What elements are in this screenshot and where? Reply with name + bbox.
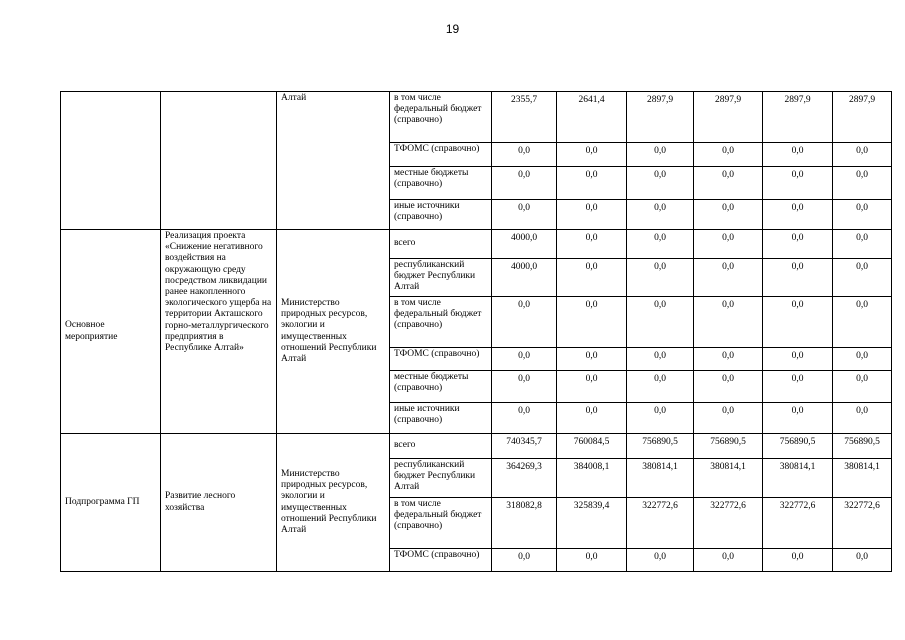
value-cell: 0,0 [627,143,694,167]
value-cell: 0,0 [492,297,557,348]
status-cell [61,92,161,230]
value-cell: 740345,7 [492,434,557,459]
value-cell: 0,0 [627,259,694,297]
value-cell: 0,0 [763,167,833,200]
value-cell: 0,0 [557,371,627,403]
value-cell: 0,0 [492,200,557,230]
value-cell: 322772,6 [833,498,892,549]
value-cell: 0,0 [557,143,627,167]
value-cell: 0,0 [492,371,557,403]
value-cell: 0,0 [557,200,627,230]
value-cell: 0,0 [627,549,694,572]
value-cell: 0,0 [763,259,833,297]
value-cell: 0,0 [763,403,833,434]
value-cell: 380814,1 [627,459,694,498]
value-cell: 0,0 [694,297,763,348]
status-cell: Подпрограмма ГП [61,434,161,572]
value-cell: 0,0 [557,230,627,259]
value-cell: 0,0 [627,371,694,403]
name-cell [161,92,277,230]
value-cell: 0,0 [833,230,892,259]
value-cell: 0,0 [833,167,892,200]
funding-source-cell: местные бюджеты (справочно) [390,167,492,200]
value-cell: 0,0 [694,230,763,259]
funding-source-cell: республиканский бюджет Республики Алтай [390,259,492,297]
value-cell: 2641,4 [557,92,627,143]
executor-cell: Алтай [277,92,390,230]
table-row [61,434,892,459]
value-cell: 0,0 [627,167,694,200]
funding-source-cell: в том числе федеральный бюджет (справочно) [390,297,492,348]
value-cell: 0,0 [694,549,763,572]
value-cell: 0,0 [694,167,763,200]
name-cell: Реализация проекта «Снижение негативного воздействия на окружающую среду посредством ликвидации ранее накопленного экологического ущерба на территории Акташского горно-металлургического предприятия в Республике Алтай» [161,230,277,434]
table-row [61,92,892,143]
value-cell: 322772,6 [627,498,694,549]
value-cell: 0,0 [557,403,627,434]
value-cell: 0,0 [694,200,763,230]
value-cell: 0,0 [557,297,627,348]
value-cell: 0,0 [833,297,892,348]
value-cell: 380814,1 [694,459,763,498]
value-cell: 2897,9 [627,92,694,143]
value-cell: 0,0 [833,200,892,230]
funding-source-cell: ТФОМС (справочно) [390,348,492,371]
value-cell: 322772,6 [763,498,833,549]
value-cell: 380814,1 [833,459,892,498]
value-cell: 0,0 [694,143,763,167]
value-cell: 756890,5 [763,434,833,459]
funding-source-cell: ТФОМС (справочно) [390,549,492,572]
value-cell: 0,0 [557,167,627,200]
value-cell: 0,0 [833,259,892,297]
value-cell: 0,0 [557,348,627,371]
value-cell: 364269,3 [492,459,557,498]
table-row [61,230,892,259]
value-cell: 4000,0 [492,230,557,259]
value-cell: 760084,5 [557,434,627,459]
value-cell: 0,0 [694,371,763,403]
value-cell: 0,0 [763,348,833,371]
value-cell: 0,0 [694,403,763,434]
value-cell: 325839,4 [557,498,627,549]
status-cell: Основное мероприятие [61,230,161,434]
value-cell: 4000,0 [492,259,557,297]
executor-cell: Министерство природных ресурсов, экологии и имущественных отношений Республики Алтай [277,230,390,434]
funding-source-cell: ТФОМС (справочно) [390,143,492,167]
value-cell: 380814,1 [763,459,833,498]
funding-source-cell: в том числе федеральный бюджет (справочно) [390,498,492,549]
value-cell: 0,0 [763,371,833,403]
value-cell: 0,0 [492,348,557,371]
value-cell: 0,0 [763,549,833,572]
value-cell: 0,0 [694,259,763,297]
executor-cell: Министерство природных ресурсов, экологии и имущественных отношений Республики Алтай [277,434,390,572]
page-number: 19 [445,22,460,36]
name-cell: Развитие лесного хозяйства [161,434,277,572]
value-cell: 0,0 [492,143,557,167]
funding-source-cell: республиканский бюджет Республики Алтай [390,459,492,498]
funding-source-cell: иные источники (справочно) [390,403,492,434]
value-cell: 2355,7 [492,92,557,143]
funding-source-cell: местные бюджеты (справочно) [390,371,492,403]
budget-table [60,91,892,572]
value-cell: 0,0 [833,371,892,403]
value-cell: 384008,1 [557,459,627,498]
value-cell: 2897,9 [763,92,833,143]
value-cell: 0,0 [557,259,627,297]
funding-source-cell: иные источники (справочно) [390,200,492,230]
value-cell: 0,0 [627,230,694,259]
value-cell: 0,0 [627,200,694,230]
value-cell: 0,0 [627,348,694,371]
value-cell: 0,0 [763,143,833,167]
value-cell: 0,0 [627,403,694,434]
value-cell: 0,0 [763,297,833,348]
value-cell: 0,0 [492,549,557,572]
value-cell: 318082,8 [492,498,557,549]
value-cell: 0,0 [492,167,557,200]
value-cell: 0,0 [833,348,892,371]
value-cell: 2897,9 [833,92,892,143]
value-cell: 0,0 [557,549,627,572]
funding-source-cell: всего [390,434,492,459]
value-cell: 0,0 [833,403,892,434]
funding-source-cell: в том числе федеральный бюджет (справочно) [390,92,492,143]
value-cell: 0,0 [492,403,557,434]
value-cell: 756890,5 [627,434,694,459]
value-cell: 0,0 [627,297,694,348]
value-cell: 0,0 [763,200,833,230]
funding-source-cell: всего [390,230,492,259]
value-cell: 0,0 [763,230,833,259]
value-cell: 0,0 [833,549,892,572]
value-cell: 756890,5 [694,434,763,459]
value-cell: 756890,5 [833,434,892,459]
value-cell: 0,0 [694,348,763,371]
value-cell: 0,0 [833,143,892,167]
value-cell: 322772,6 [694,498,763,549]
value-cell: 2897,9 [694,92,763,143]
